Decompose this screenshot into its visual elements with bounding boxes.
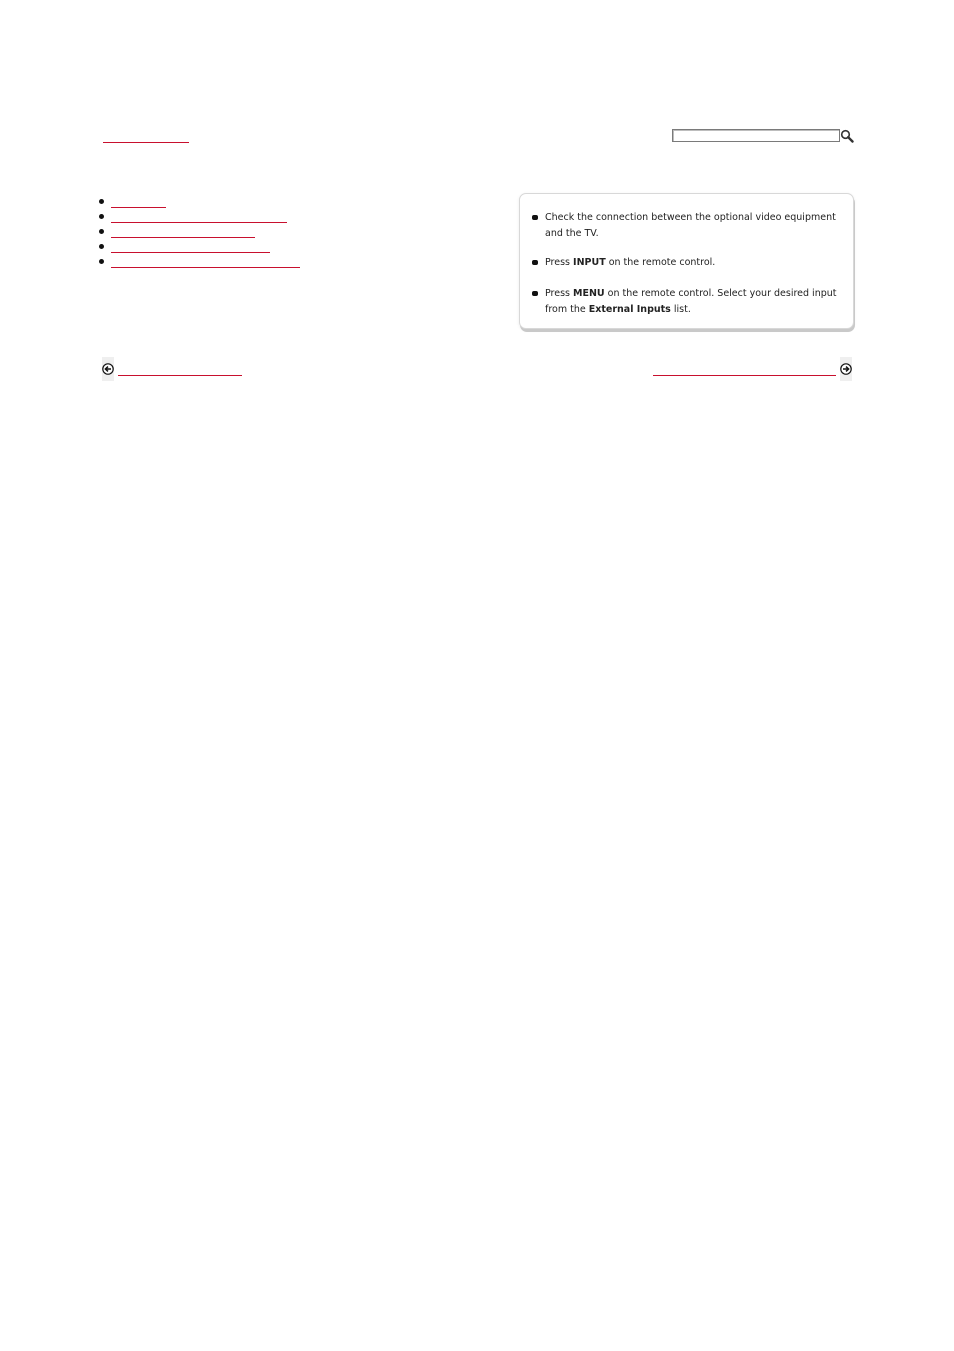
tip-item-3	[545, 286, 843, 318]
arrow-left-circle-icon	[102, 363, 114, 375]
next-button[interactable]	[840, 357, 852, 381]
related-link-4[interactable]	[111, 240, 270, 253]
prev-button[interactable]	[102, 357, 114, 381]
related-links	[97, 195, 300, 270]
prev-link[interactable]	[118, 363, 242, 376]
tip-keyword: INPUT	[573, 257, 606, 268]
tip-text: list.	[670, 304, 691, 315]
next-link[interactable]	[653, 363, 836, 376]
top-link[interactable]	[103, 130, 189, 143]
tip-item-1	[545, 210, 843, 242]
tip-box	[519, 193, 854, 329]
tip-text: on the remote control.	[605, 257, 716, 268]
related-link-5[interactable]	[111, 255, 300, 268]
related-link-3[interactable]	[111, 225, 255, 238]
tip-text: Press	[545, 257, 574, 268]
tip-text: Press	[545, 288, 574, 299]
list-item	[97, 240, 300, 255]
list-item	[97, 225, 300, 240]
tip-keyword: MENU	[573, 288, 605, 299]
related-link-1[interactable]	[111, 195, 166, 208]
search-input[interactable]	[672, 129, 840, 142]
magnifier-icon	[840, 129, 854, 143]
tip-text: on the remote control. Select your desired input from the	[545, 288, 837, 315]
tip-text: Check the connection between the optional video equipment and the TV.	[545, 212, 836, 239]
next-nav	[653, 357, 853, 381]
list-item	[97, 210, 300, 225]
search-button[interactable]	[840, 129, 854, 143]
search-bar	[672, 129, 854, 144]
tip-item-2	[545, 255, 843, 271]
list-item	[97, 195, 300, 210]
related-link-2[interactable]	[111, 210, 287, 223]
list-item	[97, 255, 300, 270]
tip-keyword: External Inputs	[588, 304, 671, 315]
arrow-right-circle-icon	[840, 363, 852, 375]
